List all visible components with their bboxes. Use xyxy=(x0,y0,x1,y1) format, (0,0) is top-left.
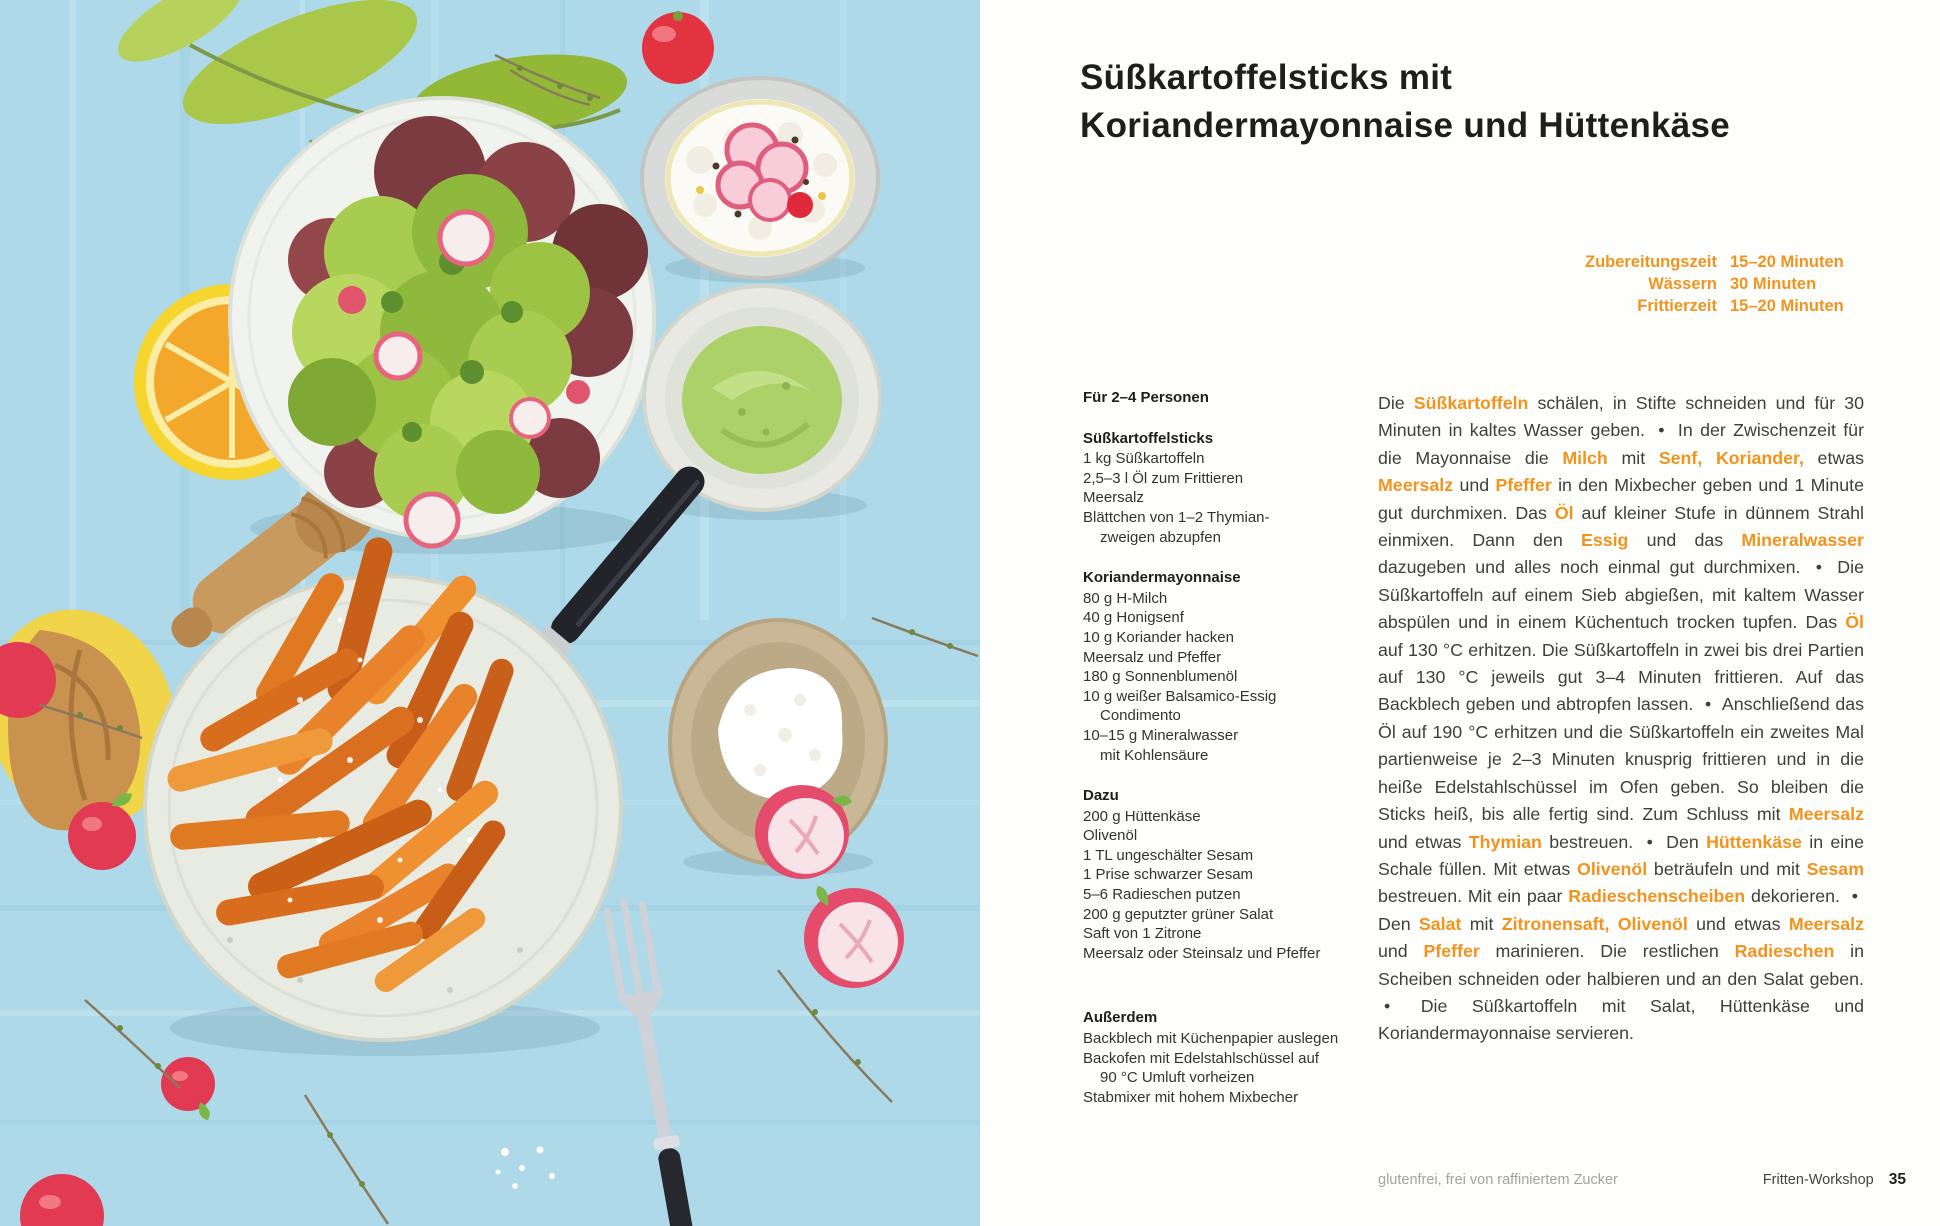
ingredient-item: mit Kohlensäure xyxy=(1100,746,1209,764)
instruction-text-segment: Die Süßkartoffeln mit Salat, Hüttenkäse und Koriandermayonnaise servieren. xyxy=(1378,995,1864,1044)
instruction-text-segment: In der Zwischenzeit für die Mayonnaise die xyxy=(1378,420,1864,468)
instruction-text-segment: in den Mixbecher geben und 1 Minute gut durchmixen. Das xyxy=(1378,475,1864,523)
ingredient-item: 2,5–3 l Öl zum Frittieren xyxy=(1083,469,1244,487)
highlighted-ingredient: Pfeffer xyxy=(1423,941,1480,962)
time-value: 15–20 Minuten xyxy=(1730,297,1844,315)
instruction-text-segment: Die Süßkartoffeln auf einem Sieb abgießen, mit kaltem Wasser abspülen und in einem Küchentuch trocken tupfen. Das xyxy=(1378,557,1864,633)
ingredient-item: 10–15 g Mineralwasser xyxy=(1083,726,1239,744)
instruction-text-segment: und xyxy=(1378,941,1424,962)
instruction-text-segment: dazugeben und alles noch einmal gut durchmixen. xyxy=(1378,557,1810,578)
ingredient-group xyxy=(1083,786,1365,963)
instruction-text-segment: und etwas xyxy=(1378,831,1469,852)
instruction-text-segment: auf 130 °C erhitzen. Die Süßkartoffeln in zwei bis drei Partien auf 130 °C jeweils gut 3–4 Minuten frittieren. Auf das Backblech geben und abtropfen lassen. xyxy=(1378,639,1864,715)
ingredient-item: Stabmixer mit hohem Mixbecher xyxy=(1083,1088,1299,1106)
ingredient-group xyxy=(1083,429,1365,548)
highlighted-ingredient: Meersalz xyxy=(1788,804,1864,825)
time-row xyxy=(1585,252,1860,273)
highlighted-ingredient: Radieschen xyxy=(1734,941,1835,962)
ingredient-item: Blättchen von 1–2 Thymian- xyxy=(1083,508,1270,526)
highlighted-ingredient: Pfeffer xyxy=(1495,475,1552,496)
step-separator-dot: • xyxy=(1815,557,1823,578)
ingredient-item: 5–6 Radieschen putzen xyxy=(1083,886,1241,904)
time-row xyxy=(1585,274,1860,295)
ingredients-column xyxy=(1083,388,1365,1107)
time-label: Frittierzeit xyxy=(1637,297,1717,315)
ingredient-item: 1 kg Süßkartoffeln xyxy=(1083,450,1205,468)
ingredient-item: 1 Prise schwarzer Sesam xyxy=(1083,866,1254,884)
highlighted-ingredient: Sesam xyxy=(1806,858,1865,879)
ingredient-item: Backofen mit Edelstahlschüssel auf xyxy=(1083,1049,1319,1067)
recipe-title-line-1: Süßkartoffelsticks mit xyxy=(1080,58,1453,97)
ingredient-item: Olivenöl xyxy=(1083,827,1138,845)
instruction-text-segment: bestreuen. xyxy=(1541,831,1641,852)
time-label: Zubereitungszeit xyxy=(1584,253,1717,271)
ingredient-group xyxy=(1083,568,1365,765)
highlighted-ingredient: Senf, Koriander, xyxy=(1658,447,1804,468)
highlighted-ingredient: Öl xyxy=(1554,502,1574,523)
diet-note: glutenfrei, frei von raffiniertem Zucker xyxy=(1378,1172,1618,1188)
time-value: 30 Minuten xyxy=(1730,275,1817,293)
highlighted-ingredient: Milch xyxy=(1562,447,1608,468)
ingredient-group-title: Koriandermayonnaise xyxy=(1083,569,1241,587)
ingredient-item: 90 °C Umluft vorheizen xyxy=(1100,1069,1255,1087)
instruction-text-segment: mit xyxy=(1461,913,1502,934)
highlighted-ingredient: Radieschenscheiben xyxy=(1568,886,1746,907)
instruction-text-segment: und das xyxy=(1628,530,1742,551)
instruction-text-segment: bestreuen. Mit ein paar xyxy=(1378,886,1569,907)
instruction-text-segment: mit xyxy=(1607,447,1659,468)
ingredient-group-title: Dazu xyxy=(1083,787,1119,805)
ingredient-item: 10 g Koriander hacken xyxy=(1083,628,1234,646)
highlighted-ingredient: Meersalz xyxy=(1788,913,1864,934)
instruction-text-segment: Den xyxy=(1378,913,1419,934)
instruction-text-segment: beträufeln und mit xyxy=(1647,858,1807,879)
highlighted-ingredient: Süßkartoffeln xyxy=(1413,393,1529,413)
highlighted-ingredient: Thymian xyxy=(1468,831,1542,852)
time-label: Wässern xyxy=(1648,275,1717,293)
time-value: 15–20 Minuten xyxy=(1730,253,1844,271)
instruction-text-segment: etwas xyxy=(1803,447,1865,468)
chapter-name: Fritten-Workshop xyxy=(1762,1172,1874,1188)
instructions-text xyxy=(1378,390,1864,1048)
ingredient-item: 200 g Hüttenkäse xyxy=(1083,807,1201,825)
highlighted-ingredient: Zitronensaft, Olivenöl xyxy=(1501,913,1688,934)
ingredient-item: 180 g Sonnenblumenöl xyxy=(1083,668,1238,686)
serving-info: Für 2–4 Personen xyxy=(1083,389,1209,406)
instruction-text-segment: dekorieren. xyxy=(1745,886,1846,907)
recipe-title xyxy=(1080,54,1900,150)
step-separator-dot: • xyxy=(1851,886,1858,907)
ingredient-item: zweigen abzupfen xyxy=(1100,528,1221,546)
ingredient-item: Meersalz xyxy=(1083,489,1144,507)
highlighted-ingredient: Mineralwasser xyxy=(1741,530,1864,551)
instruction-text-segment: in Scheiben schneiden oder halbieren und an den Salat geben. xyxy=(1378,941,1865,989)
ingredient-group-title: Süßkartoffelsticks xyxy=(1083,429,1214,447)
ingredient-item: 10 g weißer Balsamico-Essig xyxy=(1083,687,1277,705)
highlighted-ingredient: Salat xyxy=(1418,913,1462,934)
instruction-text-segment: und xyxy=(1453,475,1496,496)
step-separator-dot: • xyxy=(1384,995,1391,1016)
ingredient-item: Meersalz und Pfeffer xyxy=(1083,648,1222,666)
page-footer xyxy=(1763,1171,1906,1189)
highlighted-ingredient: Hüttenkäse xyxy=(1706,831,1802,852)
ingredient-item: Saft von 1 Zitrone xyxy=(1083,925,1202,943)
ingredient-item: 200 g geputzter grüner Salat xyxy=(1083,905,1274,923)
recipe-page xyxy=(980,0,1940,1226)
step-separator-dot: • xyxy=(1705,694,1712,715)
ingredient-groups xyxy=(1083,429,1365,1108)
instruction-text-segment: Anschließend das Öl auf 190 °C erhitzen und die Süßkartoffeln ein zweites Mal partienweise je 2–3 Minuten knusprig frittieren und in die heiße Edelstahlschüssel im Ofen geben. So bleiben die Sticks heiß, bis alle fertig sind. Zum Schluss mit xyxy=(1378,694,1865,825)
time-row xyxy=(1585,296,1860,317)
ingredient-group xyxy=(1083,1008,1365,1107)
ingredient-item: 80 g H-Milch xyxy=(1083,589,1168,607)
ingredient-item: Condimento xyxy=(1100,707,1181,725)
highlighted-ingredient: Essig xyxy=(1580,530,1629,551)
instruction-text-segment: schälen, in Stifte schneiden und für 30 Minuten in kaltes Wasser geben. xyxy=(1378,393,1864,441)
instruction-text-segment: Die xyxy=(1378,393,1414,413)
instruction-text-segment: auf kleiner Stufe in dünnem Strahl einmixen. Dann den xyxy=(1378,502,1864,551)
page-number: 35 xyxy=(1888,1171,1906,1188)
ingredient-item: Backblech mit Küchenpapier auslegen xyxy=(1083,1030,1339,1048)
instruction-text-segment: marinieren. Die restlichen xyxy=(1479,941,1735,962)
recipe-title-line-2: Koriandermayonnaise und Hüttenkäse xyxy=(1080,106,1731,145)
instruction-text-segment: und etwas xyxy=(1687,913,1789,934)
ingredient-item: 40 g Honigsenf xyxy=(1083,609,1184,627)
cottage-cheese-bowl xyxy=(642,78,878,278)
highlighted-ingredient: Öl xyxy=(1845,612,1864,633)
ingredient-group-title: Außerdem xyxy=(1083,1009,1158,1027)
instruction-text-segment: Den xyxy=(1658,831,1707,852)
step-separator-dot: • xyxy=(1658,420,1665,441)
ingredient-item: Meersalz oder Steinsalz und Pfeffer xyxy=(1083,944,1321,962)
highlighted-ingredient: Meersalz xyxy=(1378,475,1454,496)
instruction-text-segment: in eine Schale füllen. Mit etwas xyxy=(1378,831,1865,879)
ingredient-item: 1 TL ungeschälter Sesam xyxy=(1083,846,1254,864)
step-separator-dot: • xyxy=(1646,831,1653,852)
highlighted-ingredient: Olivenöl xyxy=(1577,858,1648,879)
prep-times xyxy=(1585,252,1860,317)
